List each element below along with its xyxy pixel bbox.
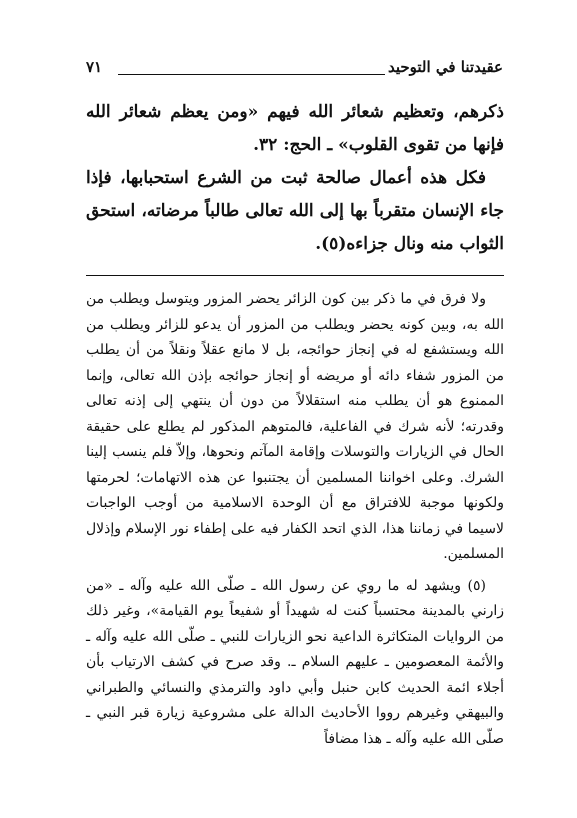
footnote-paragraph: ولا فرق في ما ذكر بين كون الزائر يحضر المزور ويتوسل ويطلب من الله به، وبين كونه يحضر ويطلب من المزور أن يدعو للزائر ويطلب من الله ويستشفع له في إنجاز حوائجه، بل لا مانع عقلاً ونقلاً من أن يطلب من المزور شفاء دائه أو مريضه أو إنجاز حوائجه بإذن الله تعالى، وإنما الممنوع هو أن يطلب منه استقلالاً من دون أن ينتهي إلى إذنه تعالى وقدرته؛ لأنه شرك في الفاعلية، فالمتوهم المذكور لم يطلع على حقيقة الحال في الزيارات والتوسلات وإقامة المآتم ونحوها، وإلاّ فلم ينسب إلينا الشرك. وعلى اخواننا المسلمين أن يجتنبوا عن هذه الاتهامات؛ لحرمتها ولكونها موجبة للافتراق مع أن الوحدة الاسلامية من أوجب الواجبات لاسيما في زماننا هذا، الذي اتحد الكفار فيه على إطفاء نور الإسلام وإذلال المسلمين.: [86, 291, 504, 562]
main-paragraph: ذكرهم، وتعظيم شعائر الله فيهم «ومن يعظم شعائر الله فإنها من تقوى القلوب» ـ الحج: ٣٢.: [86, 102, 504, 155]
header-rule: [118, 74, 385, 75]
footnote-paragraph: (٥) ويشهد له ما روي عن رسول الله ـ صلّى الله عليه وآله ـ «من زارني بالمدينة محتسباً كنت له شهيداً أو شفيعاً يوم القيامة»، وغير ذلك من الروايات المتكاثرة الداعية نحو الزيارات للنبي ـ صلّى الله عليه وآله ـ والأئمة المعصومين ـ عليهم السلام ـ. وقد صرح في كشف الارتياب بأن أجلاء ائمة الحديث كابن حنبل وأبي داود والترمذي والنسائي والطبراني والبيهقي وغيرهم رووا الأحاديث الدالة على مشروعية زيارة قبر النبي ـ صلّى الله عليه وآله ـ هذا مضافاً: [86, 577, 504, 747]
footnote-separator: [86, 275, 504, 276]
page-number: ٧١: [86, 58, 103, 76]
footnotes: [86, 287, 504, 752]
page-header: [86, 58, 503, 84]
main-paragraph: فكل هذه أعمال صالحة ثبت من الشرع استحبابها، فإذا جاء الإنسان متقرباً بها إلى الله تعالى طالباً مرضاته، استحق الثواب منه ونال جزاءه(٥).: [86, 168, 504, 254]
running-title: عقيدتنا في التوحيد: [387, 58, 503, 76]
main-text: [86, 96, 504, 261]
